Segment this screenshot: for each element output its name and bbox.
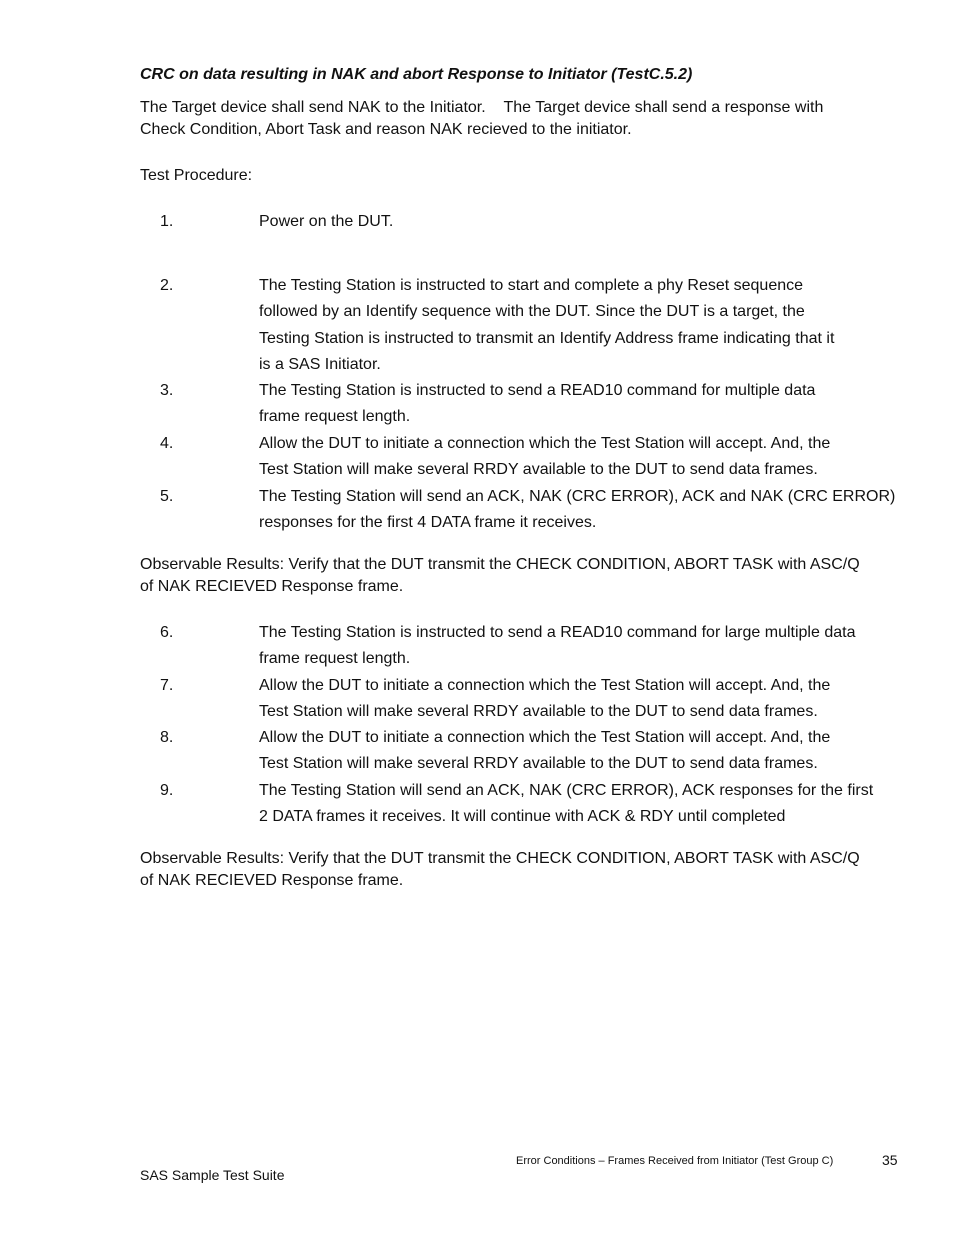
procedure-label-text: Test Procedure: [140, 167, 253, 184]
step-number: 5. [160, 488, 174, 505]
observable-line: Observable Results: Verify that the DUT transmit the CHECK CONDITION, ABORT TASK with ASC/Q [140, 556, 860, 573]
observable-results [140, 554, 900, 598]
step-number: 8. [160, 729, 174, 746]
step-number: 4. [160, 435, 174, 452]
step-line: Allow the DUT to initiate a connection which the Test Station will accept. And, the [259, 435, 831, 452]
step-line: The Testing Station will send an ACK, NAK (CRC ERROR), ACK responses for the first [259, 782, 874, 799]
observable-line: of NAK RECIEVED Response frame. [140, 872, 404, 889]
purpose-line: The Target device shall send NAK to the Initiator. The Target device shall send a response with [140, 99, 824, 116]
step-line: 2 DATA frames it receives. It will continue with ACK & RDY until completed [259, 808, 786, 826]
footer-chapter-title: Error Conditions – Frames Received from Initiator (Test Group C) [516, 1155, 834, 1167]
observable-line: Observable Results: Verify that the DUT transmit the CHECK CONDITION, ABORT TASK with ASC/Q [140, 850, 860, 867]
step-line: followed by an Identify sequence with the DUT. Since the DUT is a target, the [259, 303, 805, 321]
purpose-line: Check Condition, Abort Task and reason NAK recieved to the initiator. [140, 121, 632, 138]
step-text [259, 273, 909, 378]
step-line: The Testing Station is instructed to send a READ10 command for multiple data [259, 382, 816, 399]
step-text [259, 484, 909, 537]
page-number: 35 [882, 1152, 898, 1168]
section-heading: CRC on data resulting in NAK and abort Response to Initiator (TestC.5.2) [140, 66, 693, 83]
observable-line: of NAK RECIEVED Response frame. [140, 578, 404, 595]
procedure-label [140, 165, 900, 187]
step-text [259, 778, 909, 831]
step-text [259, 431, 909, 484]
step-line: frame request length. [259, 650, 411, 668]
step-line: Allow the DUT to initiate a connection which the Test Station will accept. And, the [259, 677, 831, 694]
step-line: is a SAS Initiator. [259, 355, 381, 373]
step-line: Test Station will make several RRDY available to the DUT to send data frames. [259, 755, 818, 773]
purpose-paragraph [140, 97, 900, 141]
step-line: The Testing Station will send an ACK, NAK (CRC ERROR), ACK and NAK (CRC ERROR) [259, 488, 896, 505]
step-text [259, 725, 909, 778]
step-number: 3. [160, 382, 174, 399]
step-text [259, 209, 909, 235]
step-line: The Testing Station is instructed to start and complete a phy Reset sequence [259, 277, 804, 294]
step-text [259, 620, 909, 673]
step-line: responses for the first 4 DATA frame it receives. [259, 514, 597, 532]
step-line: Test Station will make several RRDY available to the DUT to send data frames. [259, 461, 818, 479]
step-line: frame request length. [259, 408, 411, 426]
step-line: Testing Station is instructed to transmit an Identify Address frame indicating that it [259, 329, 835, 347]
step-text [259, 673, 909, 726]
step-text [259, 378, 909, 431]
step-number: 6. [160, 624, 174, 641]
step-line: Allow the DUT to initiate a connection which the Test Station will accept. And, the [259, 729, 831, 746]
step-number: 2. [160, 277, 174, 294]
step-number: 1. [160, 213, 174, 230]
observable-results [140, 848, 900, 892]
step-line: Test Station will make several RRDY available to the DUT to send data frames. [259, 703, 818, 721]
step-line: Power on the DUT. [259, 213, 394, 230]
step-number: 9. [160, 782, 174, 799]
footer-document-name: SAS Sample Test Suite [140, 1167, 285, 1183]
step-number: 7. [160, 677, 174, 694]
step-line: The Testing Station is instructed to send a READ10 command for large multiple data [259, 624, 856, 641]
